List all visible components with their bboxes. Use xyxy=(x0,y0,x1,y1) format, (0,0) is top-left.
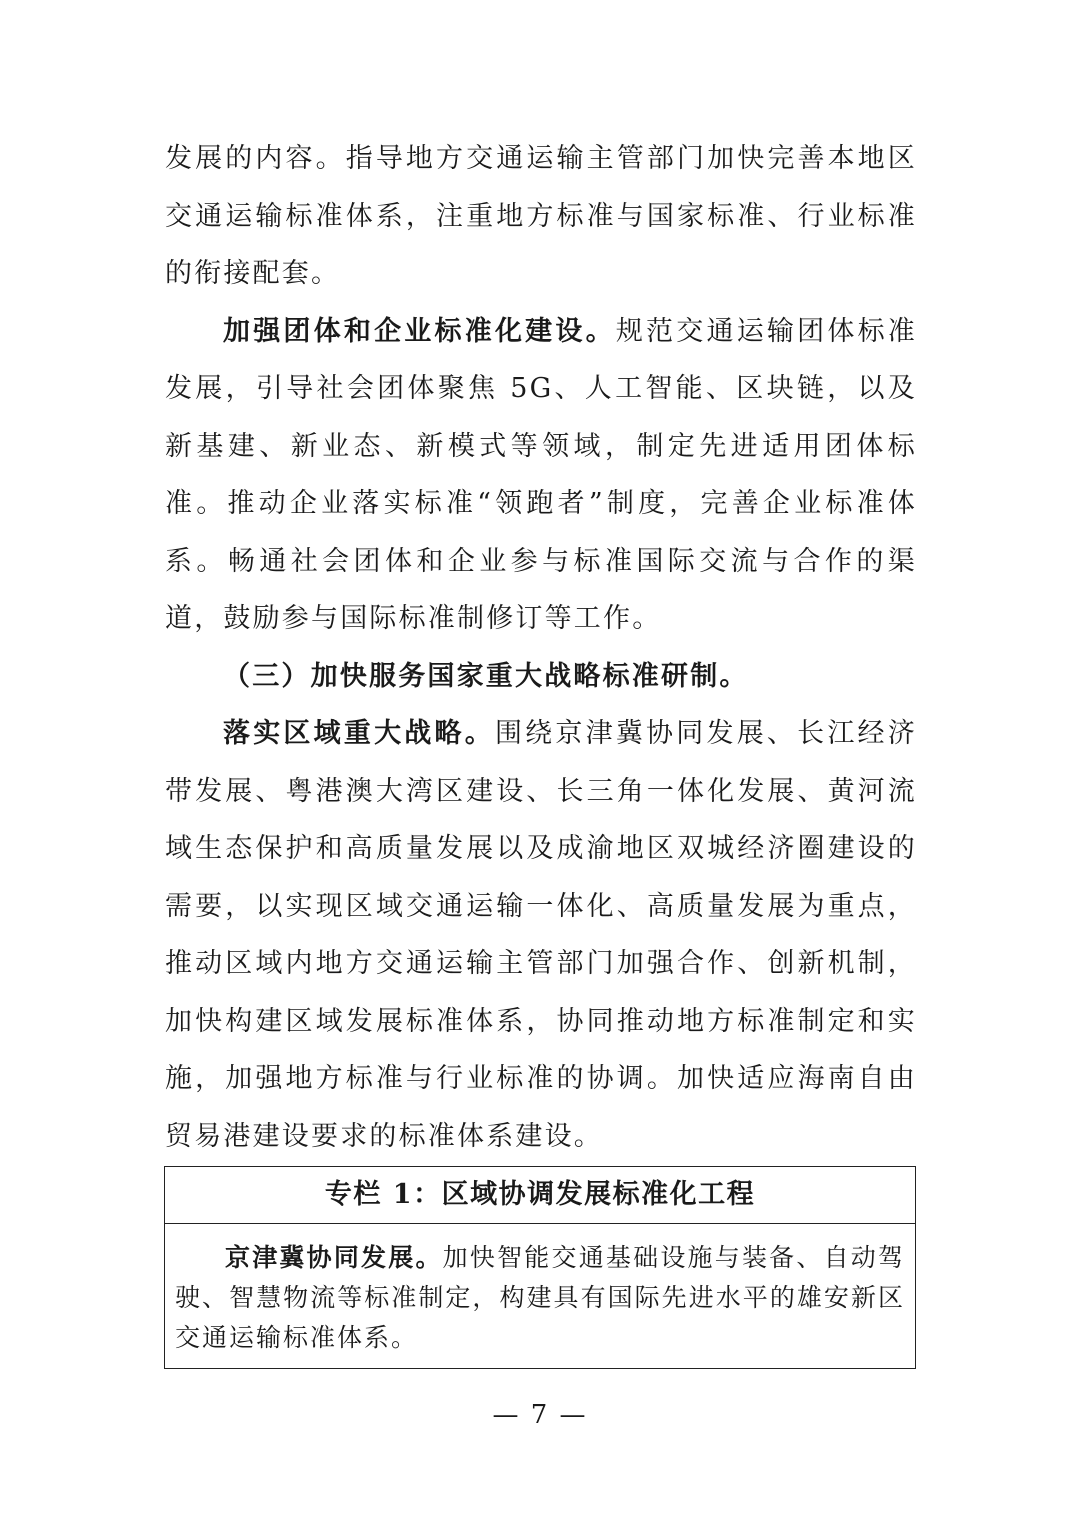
paragraph-lead-regional-strategy: 落实区域重大战略。 xyxy=(223,718,495,749)
paragraph-body-regional-strategy: 围绕京津冀协同发展、长江经济带发展、粤港澳大湾区建设、长三角一体化发展、黄河流域生态保护和高质量发展以及成渝地区双城经济圈建设的需要，以实现区域交通运输一体化、高质量发展为重点，推动区域内地方交通运输主管部门加强合作、创新机制，加快构建区域发展标准体系，协同推动地方标准制定和实施，加强地方标准与行业标准的协调。加快适应海南自由贸易港建设要求的标准体系建设。 xyxy=(165,718,917,1152)
column-box-title: 专栏 1：区域协调发展标准化工程 xyxy=(165,1167,915,1224)
paragraph-regional-strategy xyxy=(165,705,917,1165)
column-box-lead: 京津冀协同发展。 xyxy=(225,1243,443,1272)
column-box-text: 加快智能交通基础设施与装备、自动驾驶、智慧物流等标准制定，构建具有国际先进水平的雄安新区交通运输标准体系。 xyxy=(175,1243,905,1352)
page-number: — 7 — xyxy=(492,1400,588,1430)
paragraph-body-group-standards: 规范交通运输团体标准发展，引导社会团体聚焦 5G、人工智能、区块链，以及新基建、新业态、新模式等领域，制定先进适用团体标准。推动企业落实标准“领跑者”制度，完善企业标准体系。畅通社会团体和企业参与标准国际交流与合作的渠道，鼓励参与国际标准制修订等工作。 xyxy=(165,315,918,634)
paragraph-continued: 发展的内容。指导地方交通运输主管部门加快完善本地区交通运输标准体系，注重地方标准与国家标准、行业标准的衔接配套。 xyxy=(165,143,917,289)
document-body xyxy=(165,130,917,1165)
paragraph-lead-group-standards: 加强团体和企业标准化建设。 xyxy=(223,315,616,347)
column-box-body xyxy=(165,1224,915,1368)
paragraph-group-standards xyxy=(165,303,917,648)
column-box xyxy=(164,1166,916,1369)
section-heading-3: （三）加快服务国家重大战略标准研制。 xyxy=(223,660,749,692)
